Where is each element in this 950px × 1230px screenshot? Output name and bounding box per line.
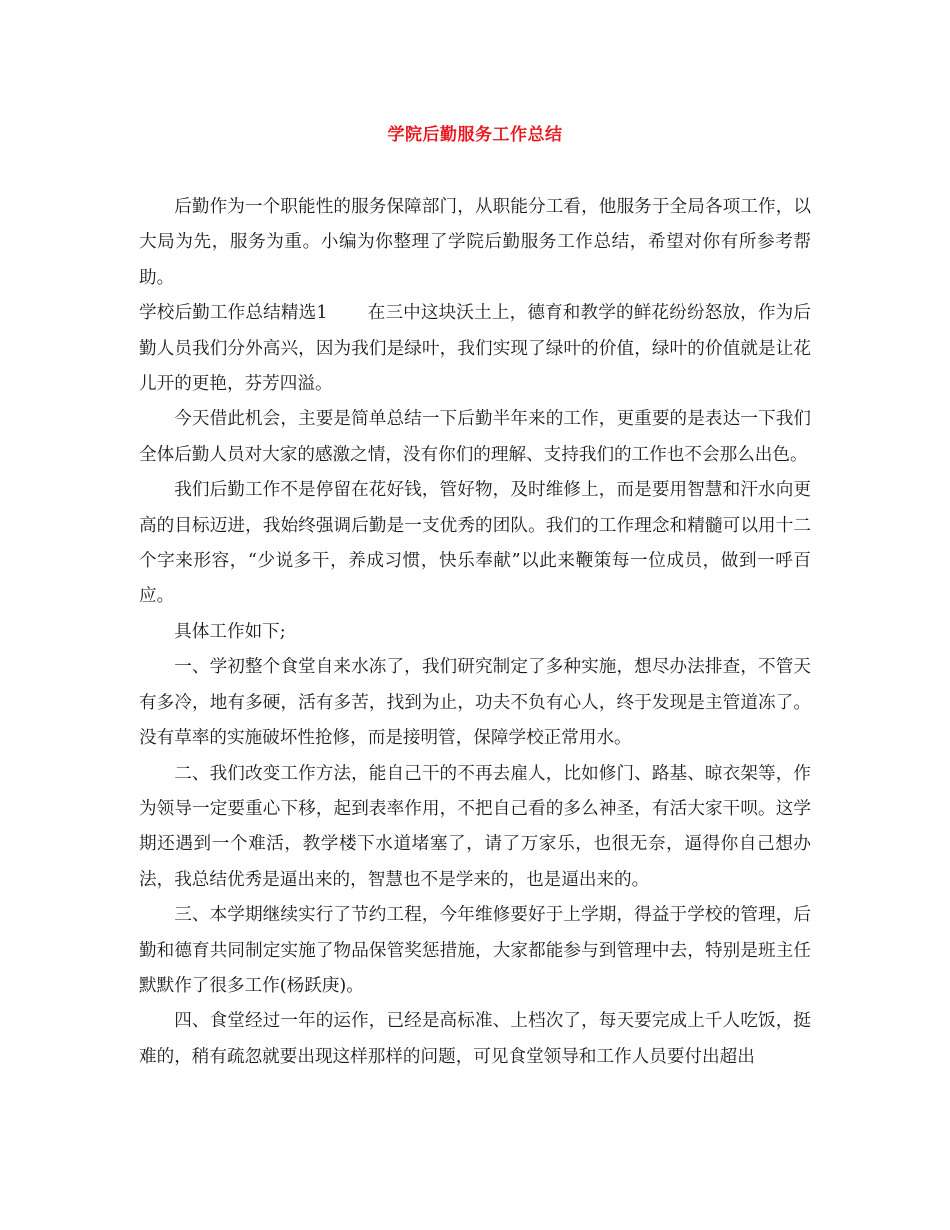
paragraph-item-2: 二、我们改变工作方法，能自己干的不再去雇人，比如修门、路基、晾衣架等，作为领导一定要重心下移，起到表率作用，不把自己看的多么神圣，有活大家干呗。这学期还遇到一个难活，教学楼下水道堵塞了，请了万家乐，也很无奈，逼得你自己想办法，我总结优秀是逼出来的，智慧也不是学来的，也是逼出来的。 — [139, 763, 811, 890]
section-text: 在三中这块沃土上，德育和教学的鲜花纷纷怒放，作为后勤人员我们分外高兴，因为我们是绿叶，我们实现了绿叶的价值，绿叶的价值就是让花儿开的更艳，芬芳四溢。 — [139, 303, 811, 395]
paragraph: 今天借此机会，主要是简单总结一下后勤半年来的工作，更重要的是表达一下我们全体后勤人员对大家的感激之情，没有你们的理解、支持我们的工作也不会那么出色。 — [139, 409, 811, 465]
document-body — [139, 190, 811, 1075]
paragraph-item-3: 三、本学期继续实行了节约工程，今年维修要好于上学期，得益于学校的管理，后勤和德育共同制定实施了物品保管奖惩措施，大家都能参与到管理中去，特别是班主任默默作了很多工作(杨跃庚)。 — [139, 905, 811, 996]
section-heading: 学校后勤工作总结精选1 — [139, 303, 328, 324]
paragraph-intro: 后勤作为一个职能性的服务保障部门，从职能分工看，他服务于全局各项工作，以大局为先，服务为重。小编为你整理了学院后勤服务工作总结，希望对你有所参考帮助。 — [139, 197, 811, 288]
paragraph-item-1: 一、学初整个食堂自来水冻了，我们研究制定了多种实施，想尽办法排查，不管天有多冷，地有多硬，活有多苦，找到为止，功夫不负有心人，终于发现是主管道冻了。没有草率的实施破坏性抢修，而是接明管，保障学校正常用水。 — [139, 657, 811, 749]
paragraph: 具体工作如下; — [174, 621, 286, 642]
paragraph-section-1 — [139, 296, 811, 402]
paragraph: 我们后勤工作不是停留在花好钱，管好物，及时维修上，而是要用智慧和汗水向更高的目标迈进，我始终强调后勤是一支优秀的团队。我们的工作理念和精髓可以用十二个字来形容，“少说多干，养成习惯，快乐奉献”以此来鞭策每一位成员，做到一呼百应。 — [139, 480, 811, 607]
document-title: 学院后勤服务工作总结 — [387, 125, 563, 145]
paragraph-item-4: 四、食堂经过一年的运作，已经是高标准、上档次了，每天要完成上千人吃饭，挺难的，稍有疏忽就要出现这样那样的问题，可见食堂领导和工作人员要付出超出 — [139, 1011, 811, 1067]
